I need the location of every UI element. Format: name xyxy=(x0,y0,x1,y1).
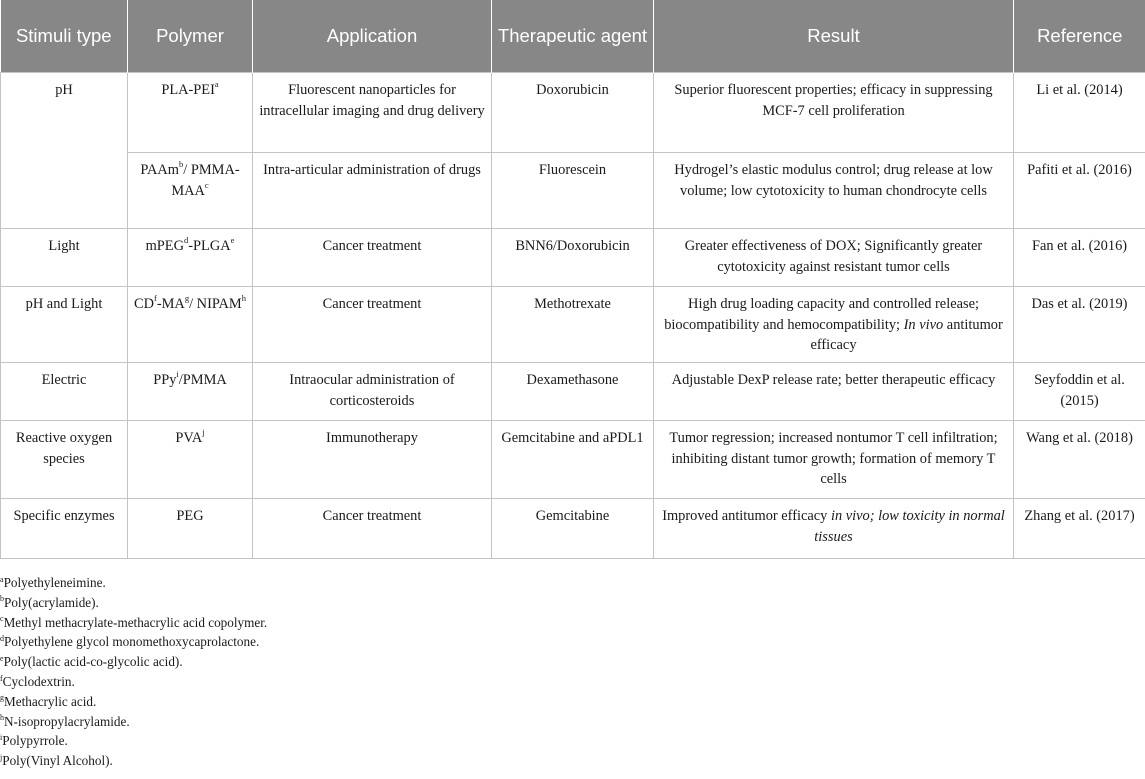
footnote xyxy=(0,712,267,732)
cell-stimuli-type: Specific enzymes xyxy=(1,499,128,559)
table-row xyxy=(1,499,1145,559)
cell-polymer: PPy$^i$/PMMA xyxy=(128,363,253,421)
footnote-text: Poly(Vinyl Alcohol). xyxy=(2,753,113,769)
cell-reference: Zhang et al. (2017) xyxy=(1014,499,1145,559)
cell-therapeutic-agent: Doxorubicin xyxy=(492,73,654,153)
footnote-text: Methacrylic acid. xyxy=(4,693,97,709)
cell-application: Cancer treatment xyxy=(253,499,492,559)
table-row xyxy=(1,421,1145,499)
cell-therapeutic-agent: Gemcitabine xyxy=(492,499,654,559)
cell-therapeutic-agent: Fluorescein xyxy=(492,153,654,229)
table-row xyxy=(1,363,1145,421)
cell-result: Adjustable DexP release rate; better therapeutic efficacy xyxy=(654,363,1014,421)
footnote-text: N-isopropylacrylamide. xyxy=(4,713,130,729)
footnote xyxy=(0,731,267,751)
cell-application: Intra-articular administration of drugs xyxy=(253,153,492,229)
footnote-mark: h xyxy=(0,713,4,723)
footnote-mark: i xyxy=(0,732,3,742)
cell-reference: Fan et al. (2016) xyxy=(1014,229,1145,287)
footnote-marker: e xyxy=(230,235,235,246)
table-row xyxy=(1,73,1145,153)
cell-polymer: mPEG$^d$-PLGA$^e$ xyxy=(128,229,253,287)
cell-result: Greater effectiveness of DOX; Significantly greater cytotoxicity against resistant tumor cells xyxy=(654,229,1014,287)
cell-application: Fluorescent nanoparticles for intracellular imaging and drug delivery xyxy=(253,73,492,153)
header-polymer: Polymer xyxy=(128,0,253,73)
footnote xyxy=(0,692,267,712)
cell-stimuli-type: Reactive oxygen species xyxy=(1,421,128,499)
italic-text: In vivo xyxy=(903,316,944,333)
footnote-marker: d xyxy=(183,235,189,246)
footnote xyxy=(0,613,267,633)
cell-reference: Seyfoddin et al. (2015) xyxy=(1014,363,1145,421)
header-stimuli-type: Stimuli type xyxy=(1,0,128,73)
cell-application: Cancer treatment xyxy=(253,287,492,363)
table-row xyxy=(1,153,1145,229)
footnote-marker: i xyxy=(176,369,179,380)
footnote xyxy=(0,672,267,692)
footnote xyxy=(0,593,267,613)
footnote-mark: f xyxy=(0,673,3,683)
cell-application: Cancer treatment xyxy=(253,229,492,287)
footnote-mark: g xyxy=(0,693,4,703)
cell-stimuli-type: pH xyxy=(1,73,128,153)
footnotes xyxy=(0,573,267,771)
header-therapeutic-agent: Therapeutic agent xyxy=(492,0,654,73)
footnote-mark: e xyxy=(0,653,4,663)
footnote-text: Methyl methacrylate-methacrylic acid copolymer. xyxy=(3,614,268,630)
footnote-marker: c xyxy=(204,179,209,190)
cell-polymer: PLA-PEI$^a$ xyxy=(128,73,253,153)
cell-application: Intraocular administration of corticosteroids xyxy=(253,363,492,421)
cell-reference: Pafiti et al. (2016) xyxy=(1014,153,1145,229)
header-reference: Reference xyxy=(1014,0,1145,73)
table-header-row xyxy=(1,0,1145,73)
cell-stimuli-type: pH and Light xyxy=(1,287,128,363)
footnote-text: Poly(acrylamide). xyxy=(4,594,99,610)
header-result: Result xyxy=(654,0,1014,73)
cell-therapeutic-agent: BNN6/Doxorubicin xyxy=(492,229,654,287)
cell-polymer: PEG xyxy=(128,499,253,559)
footnote-text: Polypyrrole. xyxy=(2,733,68,749)
cell-result: High drug loading capacity and controlled release; biocompatibility and hemocompatibility; In vivo antitumor efficacy xyxy=(654,287,1014,363)
table-row xyxy=(1,287,1145,363)
cell-reference: Li et al. (2014) xyxy=(1014,73,1145,153)
footnote-marker: j xyxy=(202,427,205,438)
footnote xyxy=(0,751,267,771)
footnote-text: Polyethylene glycol monomethoxycaprolactone. xyxy=(4,634,260,650)
cell-therapeutic-agent: Dexamethasone xyxy=(492,363,654,421)
cell-polymer: PAAm$^b$/ PMMA-MAA$^c$ xyxy=(128,153,253,229)
cell-result: Improved antitumor efficacy in vivo; low toxicity in normal tissues xyxy=(654,499,1014,559)
cell-result: Superior fluorescent properties; efficacy in suppressing MCF-7 cell proliferation xyxy=(654,73,1014,153)
cell-polymer: PVA$^j$ xyxy=(128,421,253,499)
footnote xyxy=(0,652,267,672)
cell-polymer: $CD^f-MA^g/$ NIPAM$^h$ xyxy=(128,287,253,363)
cell-therapeutic-agent: Gemcitabine and aPDL1 xyxy=(492,421,654,499)
cell-reference: Das et al. (2019) xyxy=(1014,287,1145,363)
italic-text: in vivo; low toxicity in normal tissues xyxy=(814,508,1005,545)
footnote-text: Cyclodextrin. xyxy=(2,673,75,689)
footnote-mark: c xyxy=(0,614,4,624)
footnote-marker: f xyxy=(154,293,157,304)
footnote-marker: g xyxy=(184,293,190,304)
cell-result: Tumor regression; increased nontumor T cell infiltration; inhibiting distant tumor growth; formation of memory T cells xyxy=(654,421,1014,499)
footnote-marker: b xyxy=(179,159,184,170)
cell-stimuli-type: Electric xyxy=(1,363,128,421)
footnote xyxy=(0,632,267,652)
cell-stimuli-type: Light xyxy=(1,229,128,287)
footnote xyxy=(0,573,267,593)
footnote-marker: a xyxy=(214,79,219,90)
cell-result: Hydrogel’s elastic modulus control; drug release at low volume; low cytotoxicity to human chondrocyte cells xyxy=(654,153,1014,229)
footnote-mark: j xyxy=(0,752,3,762)
cell-stimuli-type xyxy=(1,153,128,229)
footnote-mark: d xyxy=(0,634,4,643)
cell-application: Immunotherapy xyxy=(253,421,492,499)
cell-reference: Wang et al. (2018) xyxy=(1014,421,1145,499)
footnote-mark: a xyxy=(0,574,4,584)
footnote-marker: h xyxy=(241,293,246,304)
cell-therapeutic-agent: Methotrexate xyxy=(492,287,654,363)
footnote-text: Polyethyleneimine. xyxy=(3,575,106,590)
table-row xyxy=(1,229,1145,287)
header-application: Application xyxy=(253,0,492,73)
footnote-text: Poly(lactic acid-co-glycolic acid). xyxy=(3,654,183,670)
footnote-mark: b xyxy=(0,594,4,604)
